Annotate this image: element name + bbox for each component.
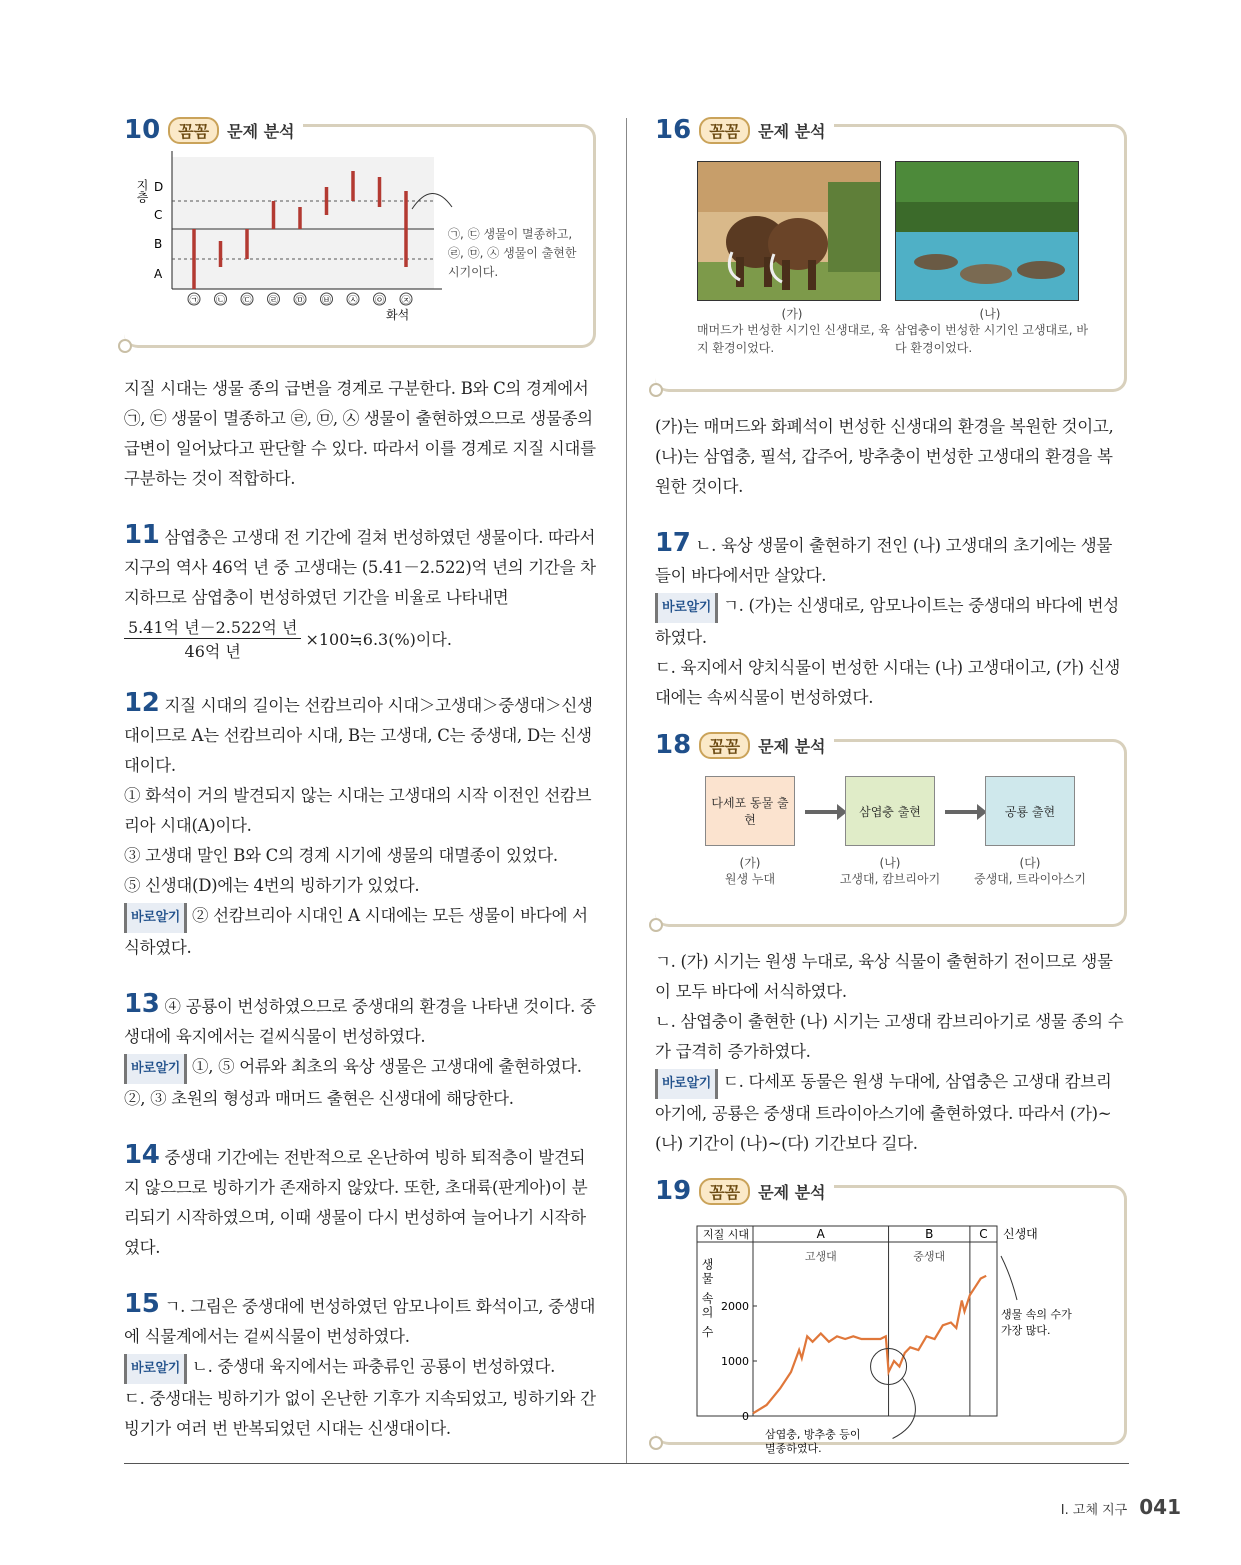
q16-title: 문제 분석 — [758, 121, 826, 141]
q17-extra: ㄷ. 육지에서 양치식물이 번성한 시대는 (나) 고생대이고, (가) 신생대에는 속씨식물이 번성하였다. — [655, 658, 1120, 707]
q17-check-text: ㄱ. (가)는 신생대로, 암모나이트는 중생대의 바다에 번성하였다. — [655, 596, 1119, 647]
step-a-sub: 원생 누대 — [724, 872, 776, 886]
q18-line-1: ㄱ. (가) 시기는 원생 누대로, 육상 식물이 출현하기 전이므로 생물이 모두 바다에 서식하였다. — [655, 952, 1113, 1001]
q19-ytick-0: 0 — [742, 1410, 749, 1423]
q18-explanation — [655, 947, 1127, 1159]
q11-number: 11 — [124, 520, 160, 550]
q19-era-name-0: 고생대 — [804, 1250, 837, 1263]
q10-fossil-label-0: ㉠ — [189, 296, 199, 306]
q19-note-bottom-2: 멸종하였다. — [765, 1442, 822, 1455]
q16-header — [655, 115, 834, 145]
q10-analysis-box — [124, 115, 596, 348]
q12-section — [124, 688, 596, 963]
q19-number: 19 — [655, 1176, 692, 1206]
q15-check-text: ㄴ. 중생대 육지에서는 파충류인 공룡이 번성하였다. — [192, 1357, 556, 1376]
q10-chart-note: ㉠, ㉢ 생물이 멸종하고, ㉣, ㉤, ㉦ 생물이 출현한 시기이다. — [448, 227, 577, 279]
q19-genus-chart — [655, 1208, 1125, 1455]
q17-check-tag: 바로알기 — [655, 593, 718, 623]
step-b-label: (나) — [879, 856, 901, 870]
q19-max-pointer — [1001, 1256, 1017, 1300]
q19-badge: 꼼꼼 — [699, 1178, 750, 1205]
q10-fossil-label-2: ㉢ — [242, 296, 252, 306]
q19-ytick-1: 1000 — [721, 1355, 749, 1368]
q10-layer-C: C — [154, 208, 163, 222]
q10-explanation — [124, 374, 596, 494]
q19-note-bottom-1: 삼엽충, 방추충 등이 — [765, 1428, 861, 1441]
q19-analysis-box — [655, 1176, 1127, 1455]
q18-title: 문제 분석 — [758, 736, 826, 756]
page-number: 041 — [1139, 1495, 1181, 1519]
q10-text: 지질 시대는 생물 종의 급변을 경계로 구분한다. B와 C의 경계에서 ㉠, ㉢ 생물이 멸종하고 ㉣, ㉤, ㉦ 생물이 출현하였으므로 생물종의 급변이 일어났다고 판단할 수 있다. 따라서 이를 경계로 지질 시대를 구분하는 것이 적합하다. — [124, 379, 596, 488]
q12-line-2: ① 화석이 거의 발견되지 않는 시대는 고생대의 시작 이전인 선캄브리아 시대(A)이다. — [124, 786, 592, 835]
q19-note-right-2: 가장 많다. — [1001, 1324, 1051, 1337]
q13-extra: ②, ③ 초원의 형성과 매머드 출현은 신생대에 해당한다. — [124, 1089, 514, 1108]
q14-number: 14 — [124, 1140, 160, 1170]
q19-box-dot — [649, 1436, 663, 1450]
q16-box-dot — [649, 383, 663, 397]
q10-fossil-label-3: ㉣ — [268, 296, 279, 306]
q18-box-dot — [649, 918, 663, 932]
q19-c-name: 신생대 — [1003, 1227, 1038, 1241]
q18-badge: 꼼꼼 — [699, 732, 750, 759]
q10-layer-D: D — [154, 180, 164, 194]
q18-line-2: ㄴ. 삼엽충이 출현한 (나) 시기는 고생대 캄브리아기로 생물 종의 수가 급격히 증가하였다. — [655, 1012, 1124, 1061]
step-multicellular: 다세포 동물 출현 — [705, 776, 795, 846]
q19-title: 문제 분석 — [758, 1182, 826, 1202]
step-arrow-1 — [805, 810, 839, 814]
q13-section — [124, 989, 596, 1114]
img-a-caption: 매머드가 번성한 시기인 신생대로, 육지 환경이었다. — [697, 323, 890, 355]
q19-header — [655, 1176, 834, 1206]
q15-text: ㄱ. 그림은 중생대에 번성하였던 암모나이트 화석이고, 중생대에 식물계에서는 겉씨식물이 번성하였다. — [124, 1297, 596, 1346]
q13-check-tag: 바로알기 — [124, 1054, 187, 1084]
q14-text: 중생대 기간에는 전반적으로 온난하여 빙하 퇴적층이 발견되지 않으므로 빙하기가 존재하지 않았다. 또한, 초대륙(판게아)이 분리되기 시작하였으며, 이때 생물이 다시 번성하여 늘어나기 시작하였다. — [124, 1148, 588, 1257]
q18-header — [655, 730, 834, 760]
q19-ytick-2: 2000 — [721, 1300, 749, 1313]
q10-x-label: 화석 — [386, 308, 410, 322]
right-column — [655, 115, 1127, 1455]
q13-number: 13 — [124, 989, 160, 1019]
q19-era-name-1: 중생대 — [913, 1250, 946, 1263]
q10-badge: 꼼꼼 — [168, 117, 219, 144]
q13-check-text: ①, ⑤ 어류와 최초의 육상 생물은 고생대에 출현하였다. — [192, 1057, 582, 1076]
q10-fossil-label-4: ㉤ — [295, 296, 305, 306]
img-b-label: (나) — [979, 307, 1001, 321]
q14-section — [124, 1140, 596, 1263]
q12-line-1: 지질 시대의 길이는 선캄브리아 시대＞고생대＞중생대＞신생대이므로 A는 선캄브리아 시대, B는 고생대, C는 중생대, D는 신생대이다. — [124, 696, 593, 775]
q17-text: ㄴ. 육상 생물이 출현하기 전인 (나) 고생대의 초기에는 생물들이 바다에서만 살았다. — [655, 536, 1113, 585]
q19-era-A: A — [816, 1227, 825, 1241]
q18-check-tag: 바로알기 — [655, 1069, 718, 1099]
q19-era-B: B — [925, 1227, 934, 1241]
q10-plot-bg — [172, 157, 434, 289]
img-a-label: (가) — [781, 307, 803, 321]
q10-header — [124, 115, 303, 145]
column-divider — [626, 118, 627, 1463]
footer-section: Ⅰ. 고체 지구 — [1060, 1503, 1128, 1518]
step-a-label: (가) — [739, 856, 761, 870]
q11-text: 삼엽충은 고생대 전 기간에 걸쳐 번성하였던 생물이다. 따라서 지구의 역사 46억 년 중 고생대는 (5.41－2.522)억 년의 기간을 차지하므로 삼엽충이 번성하였던 기간을 비율로 나타내면 — [124, 528, 596, 607]
q16-analysis-box — [655, 115, 1127, 392]
q10-box-dot — [118, 339, 132, 353]
q10-fossil-label-6: ㉦ — [348, 296, 358, 306]
q19-era-C: C — [979, 1227, 988, 1241]
left-column — [124, 115, 596, 1470]
q12-check-text: ② 선캄브리아 시대인 A 시대에는 모든 생물이 바다에 서식하였다. — [124, 906, 588, 957]
q18-analysis-box — [655, 730, 1127, 927]
q11-denominator: 46억 년 — [184, 642, 241, 661]
q11-section — [124, 520, 596, 662]
step-b-sub: 고생대, 캄브리아기 — [839, 872, 941, 886]
q19-frame — [697, 1226, 997, 1416]
mammoth-illustration — [697, 161, 881, 301]
q18-number: 18 — [655, 730, 692, 760]
q10-title: 문제 분석 — [227, 121, 295, 141]
q11-result: ×100≒6.3(%)이다. — [305, 630, 452, 649]
q10-layer-B: B — [154, 237, 163, 251]
q15-number: 15 — [124, 1289, 160, 1319]
q10-number: 10 — [124, 115, 161, 145]
q15-extra: ㄷ. 중생대는 빙하기가 없이 온난한 기후가 지속되었고, 빙하기와 간빙기가 여러 번 반복되었던 시대는 신생대이다. — [124, 1389, 596, 1438]
trilobite-illustration — [895, 161, 1079, 301]
q11-formula — [124, 615, 596, 662]
q13-text: ④ 공룡이 번성하였으므로 중생대의 환경을 나타낸 것이다. 중생대에 육지에서는 겉씨식물이 번성하였다. — [124, 997, 596, 1046]
q10-fossil-label-5: ㉥ — [321, 296, 332, 306]
img-b-caption: 삼엽충이 번성한 시기인 고생대로, 바다 환경이었다. — [895, 323, 1088, 355]
q15-check-tag: 바로알기 — [124, 1354, 187, 1384]
q16-badge: 꼼꼼 — [699, 117, 750, 144]
q12-number: 12 — [124, 688, 160, 718]
q19-y-label: 생물 속의 수 — [700, 1258, 714, 1340]
q10-fossil-label-1: ㉡ — [215, 296, 226, 306]
q10-fossil-label-8: ㉨ — [401, 296, 411, 306]
q12-line-4: ⑤ 신생대(D)에는 4번의 빙하기가 있었다. — [124, 876, 420, 895]
q11-numerator: 5.41억 년－2.522억 년 — [124, 615, 301, 639]
q16-explanation — [655, 412, 1127, 502]
q10-y-label: 지층 — [135, 179, 149, 203]
q15-section — [124, 1289, 596, 1444]
page-footer — [1061, 1495, 1181, 1519]
q10-fossil-label-7: ㉧ — [374, 296, 385, 306]
q17-section — [655, 528, 1127, 713]
step-dinosaur: 공룡 출현 — [985, 776, 1075, 846]
step-c-sub: 중생대, 트라이아스기 — [974, 872, 1086, 886]
q19-header-label: 지질 시대 — [703, 1228, 750, 1241]
q17-number: 17 — [655, 528, 691, 558]
q19-note-right-1: 생물 속의 수가 — [1001, 1308, 1072, 1321]
page-bottom-rule — [124, 1463, 1129, 1464]
q18-check-text: ㄷ. 다세포 동물은 원생 누대에, 삼엽충은 고생대 캄브리아기에, 공룡은 중생대 트라이아스기에 출현하였다. 따라서 (가)~(나) 기간이 (나)~(다) 기간보다 길다. — [655, 1072, 1112, 1153]
step-trilobite: 삼엽충 출현 — [845, 776, 935, 846]
q16-text: (가)는 매머드와 화폐석이 번성한 신생대의 환경을 복원한 것이고, (나)는 삼엽충, 필석, 갑주어, 방추충이 번성한 고생대의 환경을 복원한 것이다. — [655, 417, 1114, 496]
q11-fraction — [124, 615, 301, 662]
step-arrow-2 — [945, 810, 979, 814]
q10-layer-A: A — [154, 267, 163, 281]
q16-number: 16 — [655, 115, 692, 145]
step-c-label: (다) — [1019, 856, 1041, 870]
q12-check-tag: 바로알기 — [124, 903, 187, 933]
q12-line-3: ③ 고생대 말인 B와 C의 경계 시기에 생물의 대멸종이 있었다. — [124, 846, 558, 865]
